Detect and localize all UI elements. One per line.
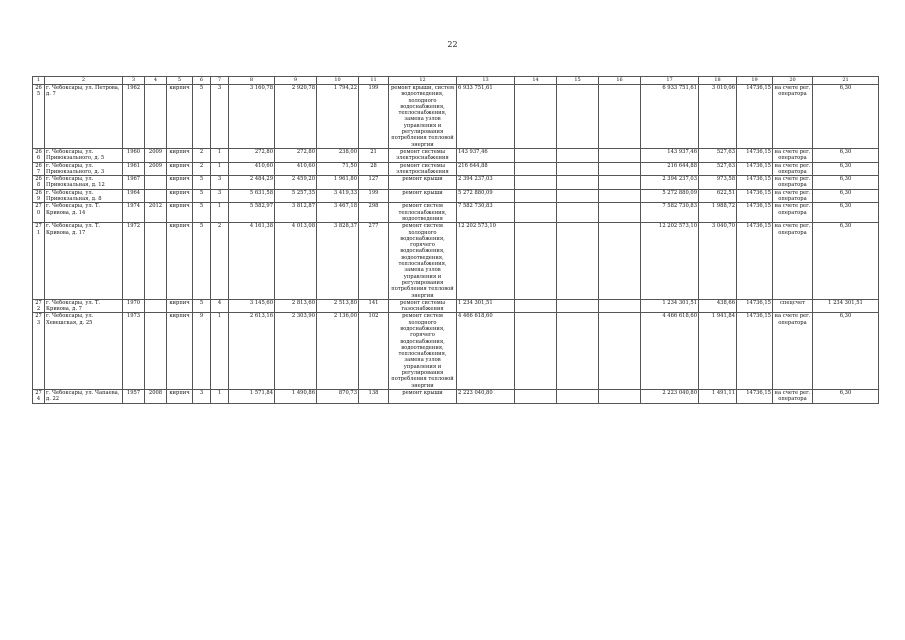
cost-owners-cell: 6 933 751,61 <box>641 85 699 149</box>
floors-cell: 5 <box>193 176 211 190</box>
cost-regional-cell <box>557 203 599 223</box>
total-area-cell: 2 613,16 <box>229 313 275 390</box>
cost-regional-cell <box>557 189 599 203</box>
residents-cell: 127 <box>359 176 389 190</box>
max-unit-cost-cell: 14736,15 <box>737 389 773 403</box>
year-built-cell: 1974 <box>123 203 145 223</box>
fund-account-cell: на счете рег. оператора <box>773 189 813 203</box>
cost-regional-cell <box>557 176 599 190</box>
column-number: 14 <box>515 77 557 85</box>
table-row <box>33 176 879 190</box>
fund-account-cell: на счете рег. оператора <box>773 162 813 176</box>
completion-value-cell: 6,30 <box>813 203 879 223</box>
row-number-cell: 268 <box>33 176 45 190</box>
max-unit-cost-cell: 14736,15 <box>737 176 773 190</box>
cost-federal-cell <box>515 223 557 300</box>
year-renovated-cell <box>145 176 167 190</box>
residents-cell: 298 <box>359 203 389 223</box>
year-built-cell: 1972 <box>123 223 145 300</box>
address-cell: г. Чебоксары, ул. Хевешская, д. 25 <box>45 313 123 390</box>
table-row <box>33 313 879 390</box>
column-number: 18 <box>699 77 737 85</box>
column-number: 11 <box>359 77 389 85</box>
area-residential-cell: 1 794,22 <box>317 85 359 149</box>
total-cost-cell: 1 234 301,51 <box>457 299 515 313</box>
total-area-cell: 4 161,38 <box>229 223 275 300</box>
floors-cell: 5 <box>193 223 211 300</box>
area-premises-cell: 410,60 <box>275 162 317 176</box>
cost-local-cell <box>599 148 641 162</box>
total-area-cell: 5 582,97 <box>229 203 275 223</box>
column-number: 2 <box>45 77 123 85</box>
total-cost-cell: 12 202 573,10 <box>457 223 515 300</box>
table-row <box>33 85 879 149</box>
column-number: 1 <box>33 77 45 85</box>
year-renovated-cell <box>145 85 167 149</box>
area-residential-cell: 3 419,33 <box>317 189 359 203</box>
max-unit-cost-cell: 14736,15 <box>737 162 773 176</box>
fund-account-cell: на счете рег. оператора <box>773 148 813 162</box>
floors-cell: 2 <box>193 148 211 162</box>
floors-cell: 5 <box>193 299 211 313</box>
unit-cost-cell: 973,58 <box>699 176 737 190</box>
column-number: 4 <box>145 77 167 85</box>
entrances-cell: 4 <box>211 299 229 313</box>
area-residential-cell: 3 828,37 <box>317 223 359 300</box>
year-renovated-cell: 2012 <box>145 203 167 223</box>
column-number: 12 <box>389 77 457 85</box>
wall-material-cell: кирпич <box>167 189 193 203</box>
work-type-cell: ремонт систем теплоснабжения, водоотведения <box>389 203 457 223</box>
floors-cell: 9 <box>193 313 211 390</box>
residents-cell: 21 <box>359 148 389 162</box>
unit-cost-cell: 1 988,72 <box>699 203 737 223</box>
year-renovated-cell <box>145 223 167 300</box>
year-renovated-cell: 2008 <box>145 389 167 403</box>
cost-local-cell <box>599 189 641 203</box>
entrances-cell: 3 <box>211 176 229 190</box>
row-number-cell: 270 <box>33 203 45 223</box>
wall-material-cell: кирпич <box>167 299 193 313</box>
unit-cost-cell: 1 941,84 <box>699 313 737 390</box>
wall-material-cell: кирпич <box>167 389 193 403</box>
unit-cost-cell: 1 491,11 <box>699 389 737 403</box>
cost-federal-cell <box>515 189 557 203</box>
total-cost-cell: 4 466 618,60 <box>457 313 515 390</box>
cost-federal-cell <box>515 148 557 162</box>
fund-account-cell: на счете рег. оператора <box>773 176 813 190</box>
completion-value-cell: 6,30 <box>813 389 879 403</box>
year-built-cell: 1967 <box>123 176 145 190</box>
address-cell: г. Чебоксары, ул. Привокзальная, д. 8 <box>45 189 123 203</box>
total-cost-cell: 143 937,46 <box>457 148 515 162</box>
column-number: 13 <box>457 77 515 85</box>
address-cell: г. Чебоксары, ул. Привокзального, д. 5 <box>45 148 123 162</box>
row-number-cell: 267 <box>33 162 45 176</box>
entrances-cell: 1 <box>211 148 229 162</box>
wall-material-cell: кирпич <box>167 176 193 190</box>
column-number: 9 <box>275 77 317 85</box>
max-unit-cost-cell: 14736,15 <box>737 223 773 300</box>
cost-owners-cell: 1 234 301,51 <box>641 299 699 313</box>
cost-local-cell <box>599 176 641 190</box>
column-number: 19 <box>737 77 773 85</box>
cost-local-cell <box>599 313 641 390</box>
residents-cell: 138 <box>359 389 389 403</box>
total-area-cell: 5 631,58 <box>229 189 275 203</box>
cost-regional-cell <box>557 223 599 300</box>
total-cost-cell: 2 223 040,80 <box>457 389 515 403</box>
table-row <box>33 389 879 403</box>
row-number-cell: 269 <box>33 189 45 203</box>
address-cell: г. Чебоксары, ул. Т. Кривова, д. 14 <box>45 203 123 223</box>
total-area-cell: 3 145,60 <box>229 299 275 313</box>
entrances-cell: 1 <box>211 313 229 390</box>
cost-regional-cell <box>557 313 599 390</box>
area-premises-cell: 2 303,90 <box>275 313 317 390</box>
residents-cell: 199 <box>359 189 389 203</box>
completion-value-cell: 6,30 <box>813 85 879 149</box>
address-cell: г. Чебоксары, ул. Т. Кривова, д. 7 <box>45 299 123 313</box>
work-type-cell: ремонт систем холодного водоснабжения, горячего водоснабжения, водоотведения, теплоснабжения, замена узлов управления и регулирования потребления тепловой энергии <box>389 223 457 300</box>
wall-material-cell: кирпич <box>167 148 193 162</box>
column-number-row <box>33 77 879 85</box>
floors-cell: 5 <box>193 85 211 149</box>
table-row <box>33 189 879 203</box>
table-row <box>33 299 879 313</box>
area-premises-cell: 2 459,20 <box>275 176 317 190</box>
cost-owners-cell: 143 937,46 <box>641 148 699 162</box>
area-residential-cell: 870,73 <box>317 389 359 403</box>
column-number: 3 <box>123 77 145 85</box>
address-cell: г. Чебоксары, ул. Петрова, д. 7 <box>45 85 123 149</box>
column-number: 8 <box>229 77 275 85</box>
cost-federal-cell <box>515 162 557 176</box>
wall-material-cell: кирпич <box>167 85 193 149</box>
area-premises-cell: 272,80 <box>275 148 317 162</box>
entrances-cell: 3 <box>211 85 229 149</box>
year-renovated-cell <box>145 313 167 390</box>
completion-value-cell: 6,30 <box>813 313 879 390</box>
fund-account-cell: на счете рег. оператора <box>773 203 813 223</box>
entrances-cell: 3 <box>211 189 229 203</box>
area-premises-cell: 1 490,86 <box>275 389 317 403</box>
wall-material-cell: кирпич <box>167 162 193 176</box>
cost-regional-cell <box>557 148 599 162</box>
max-unit-cost-cell: 14736,15 <box>737 313 773 390</box>
residents-cell: 102 <box>359 313 389 390</box>
wall-material-cell: кирпич <box>167 223 193 300</box>
max-unit-cost-cell: 14736,15 <box>737 85 773 149</box>
area-residential-cell: 3 467,18 <box>317 203 359 223</box>
year-renovated-cell <box>145 299 167 313</box>
residents-cell: 277 <box>359 223 389 300</box>
entrances-cell: 1 <box>211 389 229 403</box>
cost-owners-cell: 2 223 040,80 <box>641 389 699 403</box>
cost-federal-cell <box>515 299 557 313</box>
total-cost-cell: 2 394 237,03 <box>457 176 515 190</box>
cost-federal-cell <box>515 85 557 149</box>
completion-value-cell: 6,30 <box>813 162 879 176</box>
area-residential-cell: 71,50 <box>317 162 359 176</box>
unit-cost-cell: 3 040,70 <box>699 223 737 300</box>
floors-cell: 5 <box>193 189 211 203</box>
fund-account-cell: спецсчет <box>773 299 813 313</box>
cost-owners-cell: 5 272 880,09 <box>641 189 699 203</box>
unit-cost-cell: 622,51 <box>699 189 737 203</box>
cost-local-cell <box>599 203 641 223</box>
column-number: 15 <box>557 77 599 85</box>
column-number: 21 <box>813 77 879 85</box>
area-premises-cell: 3 812,87 <box>275 203 317 223</box>
cost-owners-cell: 4 466 618,60 <box>641 313 699 390</box>
address-cell: г. Чебоксары, ул. Чапаева, д. 22 <box>45 389 123 403</box>
cost-local-cell <box>599 223 641 300</box>
cost-regional-cell <box>557 85 599 149</box>
cost-owners-cell: 2 394 237,03 <box>641 176 699 190</box>
max-unit-cost-cell: 14736,15 <box>737 148 773 162</box>
residents-cell: 28 <box>359 162 389 176</box>
fund-account-cell: на счете рег. оператора <box>773 85 813 149</box>
column-number: 10 <box>317 77 359 85</box>
unit-cost-cell: 527,63 <box>699 148 737 162</box>
year-renovated-cell: 2009 <box>145 162 167 176</box>
cost-federal-cell <box>515 313 557 390</box>
area-residential-cell: 2 136,00 <box>317 313 359 390</box>
area-premises-cell: 2 813,60 <box>275 299 317 313</box>
year-built-cell: 1964 <box>123 189 145 203</box>
work-type-cell: ремонт крыши, систем водоотведения, холодного водоснабжения, теплоснабжения, замена узлов управления и регулирования потребления тепловой энергии <box>389 85 457 149</box>
total-area-cell: 410,60 <box>229 162 275 176</box>
max-unit-cost-cell: 14736,15 <box>737 189 773 203</box>
total-cost-cell: 216 644,88 <box>457 162 515 176</box>
total-cost-cell: 5 272 880,09 <box>457 189 515 203</box>
year-built-cell: 1973 <box>123 313 145 390</box>
residents-cell: 199 <box>359 85 389 149</box>
completion-value-cell: 1 234 301,51 <box>813 299 879 313</box>
column-number: 17 <box>641 77 699 85</box>
total-area-cell: 272,80 <box>229 148 275 162</box>
completion-value-cell: 6,30 <box>813 176 879 190</box>
area-residential-cell: 1 961,80 <box>317 176 359 190</box>
cost-local-cell <box>599 299 641 313</box>
total-area-cell: 3 160,78 <box>229 85 275 149</box>
cost-regional-cell <box>557 299 599 313</box>
table-row <box>33 223 879 300</box>
entrances-cell: 2 <box>211 223 229 300</box>
floors-cell: 2 <box>193 162 211 176</box>
total-cost-cell: 6 933 751,61 <box>457 85 515 149</box>
completion-value-cell: 6,30 <box>813 148 879 162</box>
row-number-cell: 265 <box>33 85 45 149</box>
year-built-cell: 1970 <box>123 299 145 313</box>
address-cell: г. Чебоксары, ул. Привокзального, д. 3 <box>45 162 123 176</box>
cost-local-cell <box>599 389 641 403</box>
fund-account-cell: на счете рег. оператора <box>773 389 813 403</box>
fund-account-cell: на счете рег. оператора <box>773 223 813 300</box>
completion-value-cell: 6,30 <box>813 223 879 300</box>
total-area-cell: 1 571,84 <box>229 389 275 403</box>
row-number-cell: 266 <box>33 148 45 162</box>
address-cell: г. Чебоксары, ул. Привокзальная, д. 12 <box>45 176 123 190</box>
wall-material-cell: кирпич <box>167 203 193 223</box>
year-built-cell: 1957 <box>123 389 145 403</box>
area-residential-cell: 238,00 <box>317 148 359 162</box>
work-type-cell: ремонт системы электроснабжения <box>389 148 457 162</box>
capital-repair-table <box>32 76 879 404</box>
column-number: 6 <box>193 77 211 85</box>
cost-regional-cell <box>557 162 599 176</box>
unit-cost-cell: 527,63 <box>699 162 737 176</box>
cost-federal-cell <box>515 389 557 403</box>
column-number: 20 <box>773 77 813 85</box>
column-number: 7 <box>211 77 229 85</box>
residents-cell: 141 <box>359 299 389 313</box>
row-number-cell: 273 <box>33 313 45 390</box>
year-renovated-cell <box>145 189 167 203</box>
cost-federal-cell <box>515 203 557 223</box>
column-number: 5 <box>167 77 193 85</box>
cost-federal-cell <box>515 176 557 190</box>
work-type-cell: ремонт системы газоснабжения <box>389 299 457 313</box>
floors-cell: 5 <box>193 203 211 223</box>
unit-cost-cell: 3 010,06 <box>699 85 737 149</box>
completion-value-cell: 6,30 <box>813 189 879 203</box>
area-premises-cell: 4 013,08 <box>275 223 317 300</box>
max-unit-cost-cell: 14736,15 <box>737 299 773 313</box>
wall-material-cell: кирпич <box>167 313 193 390</box>
cost-owners-cell: 12 202 573,10 <box>641 223 699 300</box>
column-number: 16 <box>599 77 641 85</box>
year-renovated-cell: 2009 <box>145 148 167 162</box>
table-row <box>33 148 879 162</box>
year-built-cell: 1960 <box>123 148 145 162</box>
area-premises-cell: 2 920,78 <box>275 85 317 149</box>
total-area-cell: 2 484,29 <box>229 176 275 190</box>
address-cell: г. Чебоксары, ул. Т. Кривова, д. 17 <box>45 223 123 300</box>
year-built-cell: 1962 <box>123 85 145 149</box>
cost-owners-cell: 7 582 730,83 <box>641 203 699 223</box>
area-residential-cell: 2 513,80 <box>317 299 359 313</box>
year-built-cell: 1961 <box>123 162 145 176</box>
area-premises-cell: 5 257,35 <box>275 189 317 203</box>
fund-account-cell: на счете рег. оператора <box>773 313 813 390</box>
entrances-cell: 1 <box>211 203 229 223</box>
row-number-cell: 272 <box>33 299 45 313</box>
work-type-cell: ремонт систем холодного водоснабжения, горячего водоснабжения, водоотведения, теплоснабжения, замена узлов управления и регулирования потребления тепловой энергии <box>389 313 457 390</box>
work-type-cell: ремонт крыши <box>389 389 457 403</box>
work-type-cell: ремонт крыши <box>389 176 457 190</box>
work-type-cell: ремонт системы электроснабжения <box>389 162 457 176</box>
cost-regional-cell <box>557 389 599 403</box>
table-row <box>33 162 879 176</box>
row-number-cell: 271 <box>33 223 45 300</box>
work-type-cell: ремонт крыши <box>389 189 457 203</box>
cost-owners-cell: 216 644,88 <box>641 162 699 176</box>
entrances-cell: 1 <box>211 162 229 176</box>
total-cost-cell: 7 582 730,83 <box>457 203 515 223</box>
cost-local-cell <box>599 85 641 149</box>
unit-cost-cell: 438,66 <box>699 299 737 313</box>
max-unit-cost-cell: 14736,15 <box>737 203 773 223</box>
cost-local-cell <box>599 162 641 176</box>
table-row <box>33 203 879 223</box>
page-number: 22 <box>447 40 458 49</box>
floors-cell: 3 <box>193 389 211 403</box>
row-number-cell: 274 <box>33 389 45 403</box>
